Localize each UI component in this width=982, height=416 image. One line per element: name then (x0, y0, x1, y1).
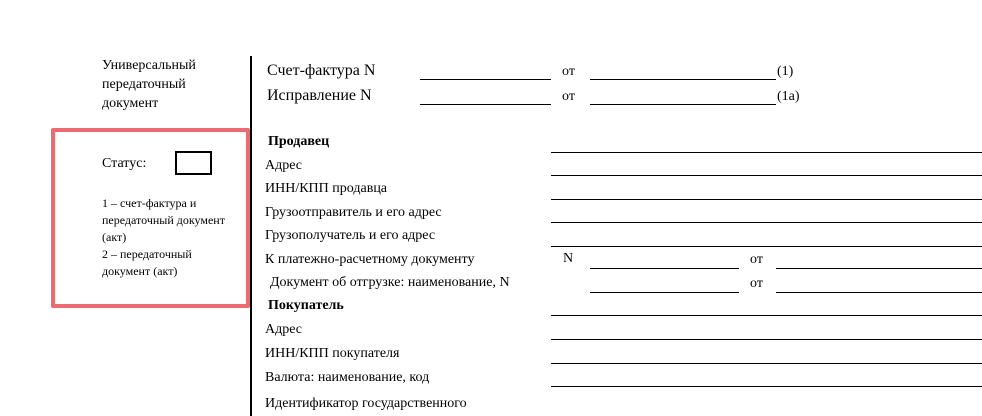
seller-heading: Продавец (268, 134, 330, 149)
correction-date-label: от (562, 89, 575, 104)
payment-doc-label: К платежно-расчетному документу (265, 252, 475, 267)
seller-address-label: Адрес (265, 158, 303, 173)
consignee-label: Грузополучатель и его адрес (265, 228, 436, 243)
status-input[interactable] (175, 151, 212, 175)
document-type-title: Универсальный передаточный документ (102, 58, 196, 111)
buyer-address-field[interactable] (551, 339, 982, 340)
payment-doc-date-field[interactable] (776, 268, 982, 269)
column-divider (250, 56, 252, 416)
shipping-doc-label: Документ об отгрузке: наименование, N (270, 275, 510, 290)
correction-number-label: Исправление N (267, 87, 372, 104)
seller-inn-label: ИНН/КПП продавца (265, 181, 388, 196)
shipping-doc-date-field[interactable] (776, 292, 982, 293)
invoice-number-field[interactable] (420, 79, 551, 80)
correction-ref-label: (1а) (777, 89, 800, 104)
buyer-heading: Покупатель (268, 298, 344, 313)
shipper-label: Грузоотправитель и его адрес (265, 205, 442, 220)
payment-doc-date-label: от (750, 252, 763, 267)
seller-inn-field[interactable] (551, 199, 982, 200)
status-description: 1 – счет-фактура и передаточный документ (акт) 2 – передаточный документ (акт) (102, 196, 225, 278)
invoice-date-label: от (562, 64, 575, 79)
correction-date-field[interactable] (590, 104, 776, 105)
payment-doc-number-label: N (563, 251, 574, 266)
invoice-ref-label: (1) (777, 64, 794, 79)
currency-field[interactable] (551, 386, 982, 387)
seller-address-field[interactable] (551, 175, 982, 176)
gov-id-label: Идентификатор государственного (265, 396, 467, 411)
correction-number-field[interactable] (420, 104, 551, 105)
invoice-number-label: Счет-фактура N (267, 62, 376, 79)
buyer-address-label: Адрес (265, 322, 303, 337)
consignee-field[interactable] (551, 246, 982, 247)
buyer-name-field[interactable] (551, 315, 982, 316)
invoice-date-field[interactable] (590, 79, 776, 80)
status-label: Статус: (102, 156, 147, 171)
shipper-field[interactable] (551, 222, 982, 223)
currency-label: Валюта: наименование, код (265, 370, 430, 385)
shipping-doc-date-label: от (750, 276, 763, 291)
buyer-inn-label: ИНН/КПП покупателя (265, 346, 400, 361)
shipping-doc-number-field[interactable] (590, 292, 739, 293)
buyer-inn-field[interactable] (551, 363, 982, 364)
seller-name-field[interactable] (551, 152, 982, 153)
payment-doc-number-field[interactable] (590, 268, 739, 269)
